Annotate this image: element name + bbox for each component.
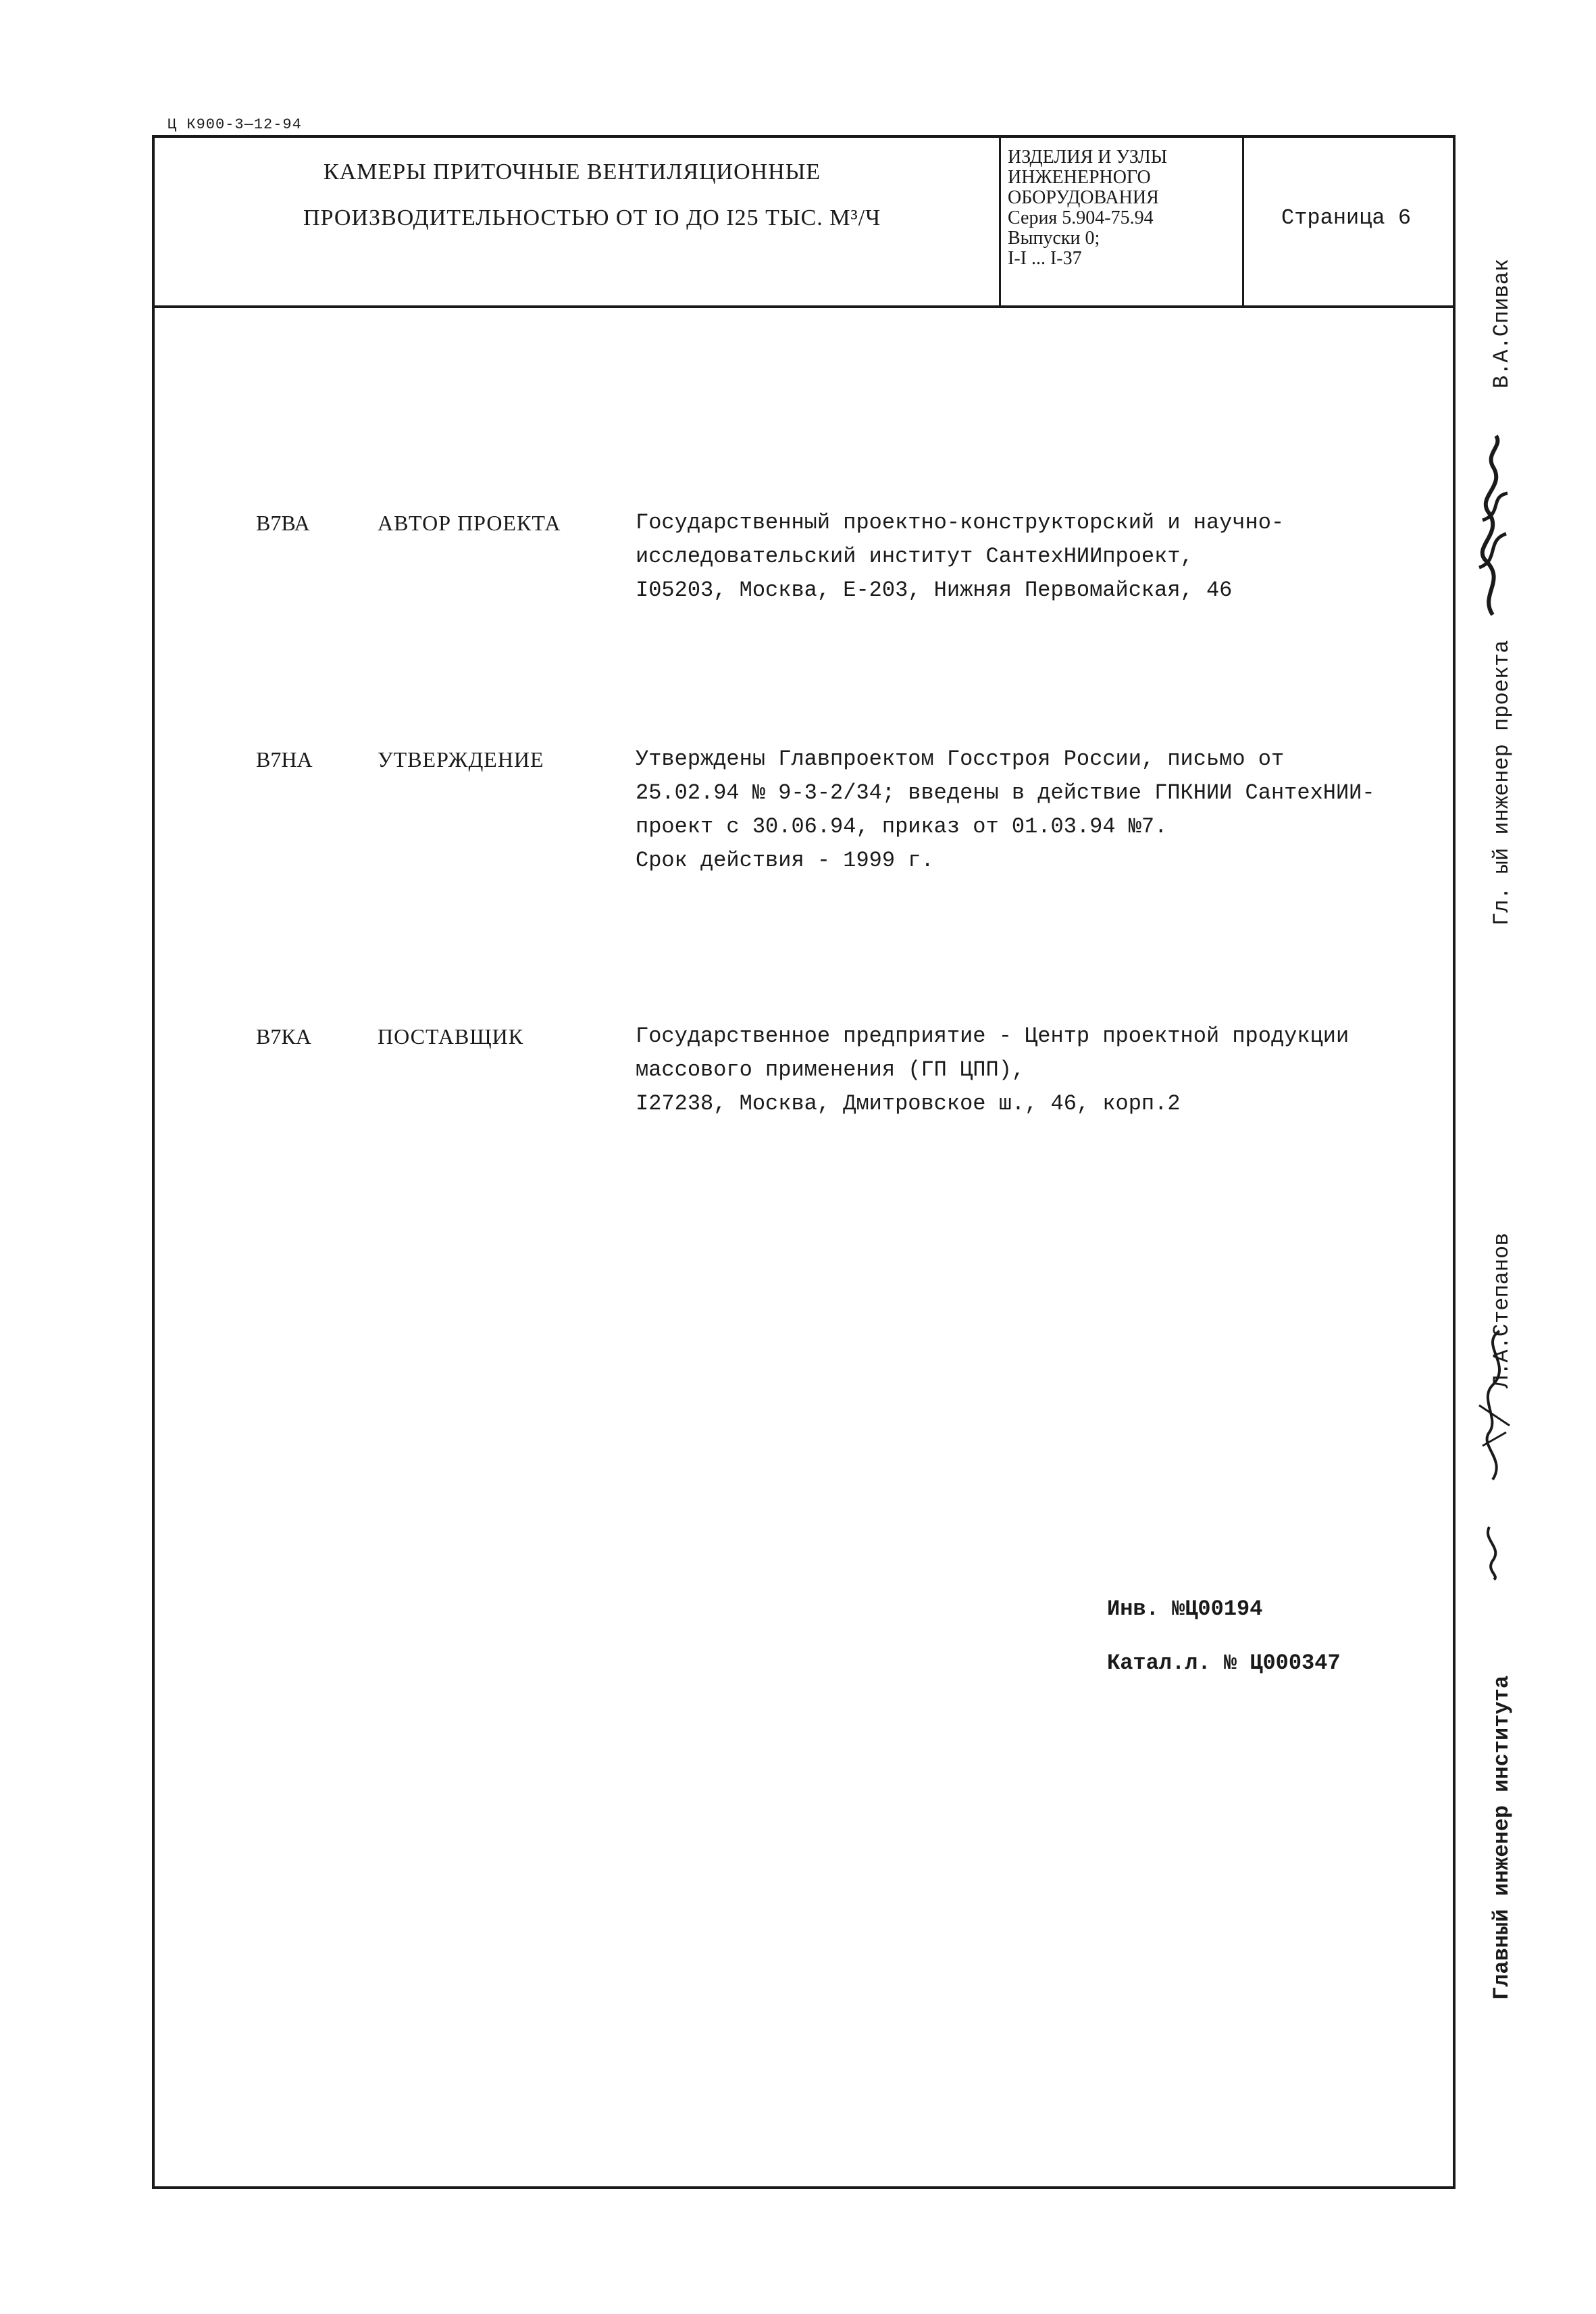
entry-label: АВТОР ПРОЕКТА bbox=[378, 511, 561, 535]
series-line: ИНЖЕНЕРНОГО bbox=[1008, 167, 1151, 188]
entry-line: Срок действия - 1999 г. bbox=[636, 848, 934, 873]
chief-project-engineer-name: В.А.Спивак bbox=[1489, 258, 1514, 388]
title-cell bbox=[155, 138, 1001, 305]
page-frame bbox=[152, 135, 1456, 2189]
inventory-block bbox=[1107, 1582, 1341, 1690]
title-block bbox=[155, 138, 1453, 308]
entry-line: I27238, Москва, Дмитровское ш., 46, корп.2 bbox=[636, 1091, 1181, 1116]
entry-line: 25.02.94 № 9-3-2/34; введены в действие ГПКНИИ СантехНИИ- bbox=[636, 780, 1375, 805]
inventory-number: Инв. №Ц00194 bbox=[1107, 1596, 1263, 1621]
series-line: Выпуски 0; bbox=[1008, 228, 1100, 249]
signature-spivak bbox=[1466, 432, 1520, 622]
page-number: Страница 6 bbox=[1281, 205, 1412, 230]
chief-project-engineer-label: Гл. ый инженер проекта bbox=[1489, 640, 1514, 926]
entry-line: Утверждены Главпроектом Госстроя России, письмо от bbox=[636, 747, 1285, 772]
series-line: Серия 5.904-75.94 bbox=[1008, 207, 1154, 228]
entry-line: Государственный проектно-конструкторский и научно- bbox=[636, 510, 1285, 535]
document-title-line1: КАМЕРЫ ПРИТОЧНЫЕ ВЕНТИЛЯЦИОННЫЕ bbox=[324, 159, 821, 184]
entry-label: ПОСТАВЩИК bbox=[378, 1024, 524, 1049]
entry-text bbox=[636, 511, 1433, 612]
series-line: ИЗДЕЛИЯ И УЗЛЫ bbox=[1008, 147, 1168, 168]
document-title-line2: ПРОИЗВОДИТЕЛЬНОСТЬЮ ОТ IO ДО I25 ТЫС. М³/Ч bbox=[303, 205, 881, 230]
entry-text bbox=[636, 1024, 1433, 1126]
entry-line: проект с 30.06.94, приказ от 01.03.94 №7. bbox=[636, 814, 1168, 839]
entry-line: Государственное предприятие - Центр проектной продукции bbox=[636, 1024, 1349, 1049]
entry-code: В7КА bbox=[256, 1024, 311, 1049]
series-line: I-I ... I-37 bbox=[1008, 248, 1082, 269]
document-code: Ц К900-3—12-94 bbox=[168, 116, 302, 133]
signature-stepanov bbox=[1452, 1324, 1526, 1581]
entry-line: массового применения (ГП ЦПП), bbox=[636, 1057, 1025, 1082]
entry-text bbox=[636, 747, 1433, 882]
page-cell bbox=[1244, 138, 1456, 305]
chief-institute-engineer-label: Главный инженер института bbox=[1489, 1675, 1514, 2000]
entry-label: УТВЕРЖДЕНИЕ bbox=[378, 747, 544, 772]
entry-code: В7ВА bbox=[256, 511, 310, 535]
catalog-number: Катал.л. № Ц000347 bbox=[1107, 1651, 1341, 1676]
entry-line: I05203, Москва, Е-203, Нижняя Первомайская, 46 bbox=[636, 578, 1233, 603]
series-line: ОБОРУДОВАНИЯ bbox=[1008, 187, 1159, 208]
entry-line: исследовательский институт СантехНИИпроект, bbox=[636, 544, 1193, 569]
chief-institute-engineer-name: Л.А.Степанов bbox=[1489, 1232, 1514, 1388]
entry-code: В7НА bbox=[256, 747, 313, 772]
series-cell bbox=[1001, 138, 1244, 305]
